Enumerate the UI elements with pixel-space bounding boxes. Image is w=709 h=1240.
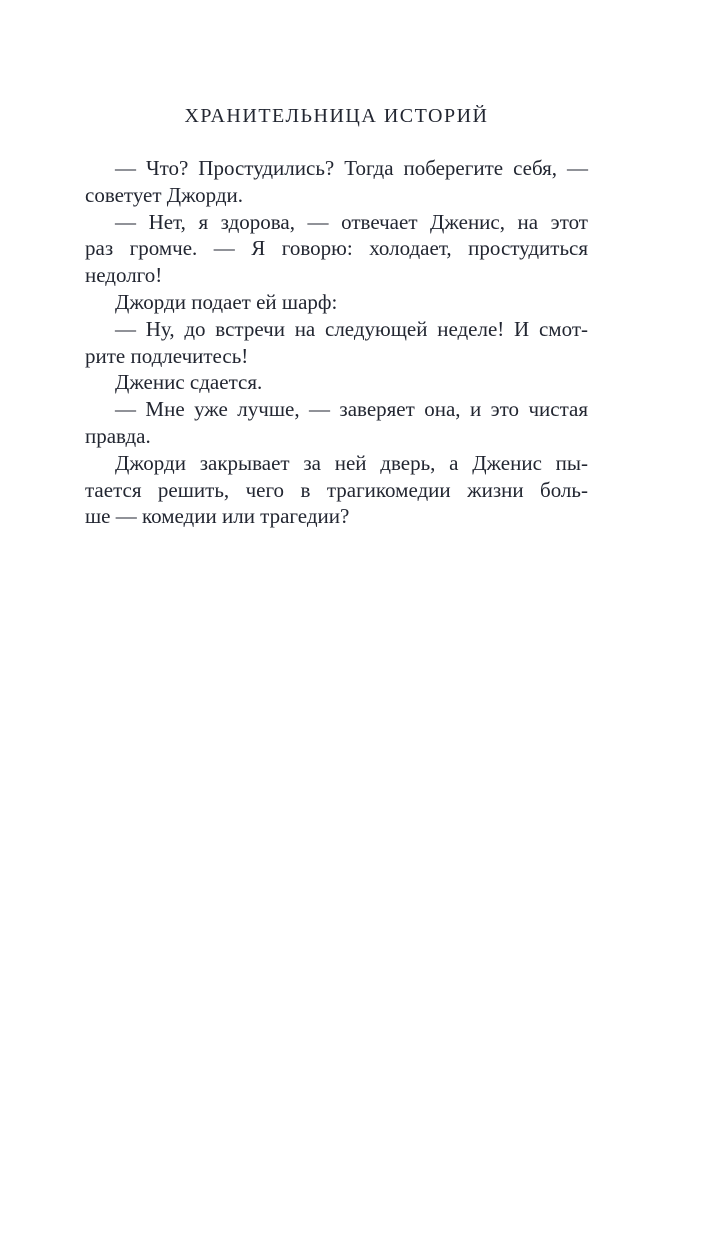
text-line: правда. <box>85 423 151 448</box>
text-line: Дженис сдается. <box>115 370 263 395</box>
paragraph <box>85 209 588 289</box>
text-line: Джорди подает ей шарф: <box>115 289 338 314</box>
text-line: Джорди закрывает за ней дверь, а Дженис пы- <box>115 450 588 475</box>
text-line: недолго! <box>85 263 163 288</box>
running-header: ХРАНИТЕЛЬНИЦА ИСТОРИЙ <box>184 105 489 127</box>
text-line: — Мне уже лучше, — заверяет она, и это чистая <box>115 397 588 422</box>
text-line: — Что? Простудились? Тогда поберегите себя, — <box>115 156 588 180</box>
text-line: раз громче. — Я говорю: холодает, простудиться <box>85 236 588 261</box>
paragraph <box>85 289 588 316</box>
paragraph <box>85 155 588 209</box>
text-line: рите подлечитесь! <box>85 343 249 368</box>
text-line: советует Джорди. <box>85 182 244 207</box>
paragraph <box>85 450 588 530</box>
text-line: — Нет, я здорова, — отвечает Дженис, на этот <box>115 209 588 234</box>
paragraph <box>85 316 588 370</box>
paragraph <box>85 369 588 396</box>
text-line: ше — комедии или трагедии? <box>85 504 350 529</box>
text-line: тается решить, чего в трагикомедии жизни боль- <box>85 477 588 502</box>
text-line: — Ну, до встречи на следующей неделе! И смот- <box>115 316 588 341</box>
page-text <box>85 155 588 530</box>
paragraph <box>85 396 588 450</box>
